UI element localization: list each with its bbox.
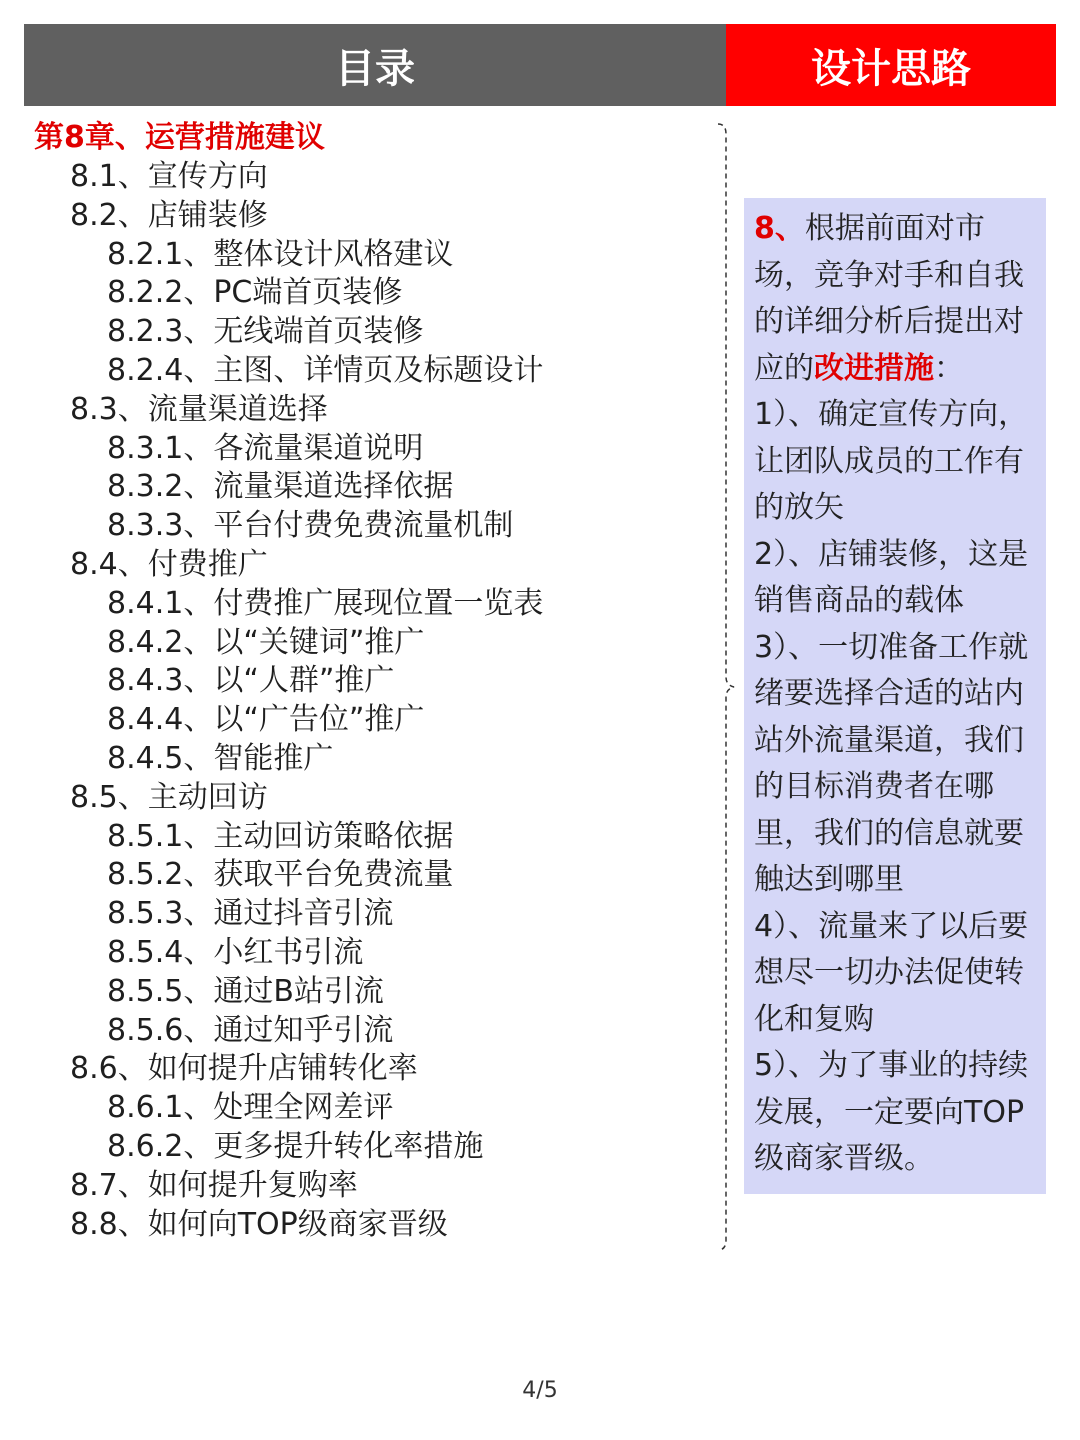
toc-list (34, 158, 714, 1244)
toc-subsection: 8.4.4、以“广告位”推广 (107, 702, 425, 738)
toc-subsection: 8.4.1、付费推广展现位置一览表 (107, 585, 544, 621)
note-point: 4）、流量来了以后要想尽一切办法促使转化和复购 (754, 908, 1029, 1037)
note-intro-end: ： (934, 350, 964, 386)
design-notes-panel (744, 198, 1046, 1194)
toc-subsection: 8.5.3、通过抖音引流 (107, 896, 394, 932)
toc-subsection: 8.5.6、通过知乎引流 (107, 1012, 394, 1048)
toc-subsection: 8.6.2、更多提升转化率措施 (107, 1128, 484, 1164)
curly-brace-divider (712, 122, 742, 1252)
toc-section: 8.8、如何向TOP级商家晋级 (70, 1206, 448, 1242)
note-intro-separator: 、 (774, 211, 805, 246)
page-indicator: 4/5 (522, 1378, 558, 1403)
note-point: 2）、店铺装修，这是销售商品的载体 (754, 536, 1029, 618)
toc-subsection: 8.5.5、通过B站引流 (107, 973, 384, 1009)
note-intro-emphasis: 改进措施 (814, 350, 934, 386)
toc-subsection: 8.3.2、流量渠道选择依据 (107, 469, 454, 505)
toc-section: 8.4、付费推广 (70, 546, 268, 582)
note-points (754, 392, 1036, 1183)
table-of-contents (34, 118, 714, 1244)
toc-section: 8.2、店铺装修 (70, 197, 268, 233)
toc-subsection: 8.5.4、小红书引流 (107, 934, 364, 970)
note-intro-text: 根据前面对市场，竞争对手和自我的详细分析后提出对应的 (754, 211, 1024, 386)
toc-section: 8.6、如何提升店铺转化率 (70, 1051, 418, 1087)
toc-section: 8.5、主动回访 (70, 779, 268, 815)
toc-subsection: 8.4.2、以“关键词”推广 (107, 624, 425, 660)
toc-subsection: 8.2.1、整体设计风格建议 (107, 236, 454, 272)
toc-title: 目录 (24, 24, 726, 106)
header-bar (24, 24, 1056, 106)
toc-subsection: 8.5.2、获取平台免费流量 (107, 857, 454, 893)
toc-subsection: 8.3.3、平台付费免费流量机制 (107, 508, 514, 544)
toc-section: 8.1、宣传方向 (70, 159, 268, 194)
toc-subsection: 8.6.1、处理全网差评 (107, 1090, 394, 1126)
note-intro-number: 8 (754, 211, 775, 246)
toc-subsection: 8.2.3、无线端首页装修 (107, 314, 424, 350)
toc-subsection: 8.4.3、以“人群”推广 (107, 663, 395, 699)
note-point: 3）、一切准备工作就绪要选择合适的站内站外流量渠道，我们的目标消费者在哪里，我们的信息就要触达到哪里 (754, 629, 1029, 897)
toc-subsection: 8.2.2、PC端首页装修 (107, 275, 403, 311)
toc-subsection: 8.2.4、主图、详情页及标题设计 (107, 352, 544, 388)
design-idea-title: 设计思路 (726, 24, 1056, 106)
toc-subsection: 8.3.1、各流量渠道说明 (107, 430, 424, 466)
toc-subsection: 8.4.5、智能推广 (107, 740, 334, 776)
note-point: 1）、确定宣传方向，让团队成员的工作有的放矢 (754, 397, 1029, 525)
note-intro (754, 206, 1036, 392)
chapter-heading: 第8章、运营措施建议 (34, 120, 325, 155)
toc-section: 8.3、流量渠道选择 (70, 391, 328, 427)
note-point: 5）、为了事业的持续发展，一定要向TOP级商家晋级。 (754, 1048, 1029, 1176)
toc-subsection: 8.5.1、主动回访策略依据 (107, 818, 454, 854)
toc-section: 8.7、如何提升复购率 (70, 1167, 358, 1203)
